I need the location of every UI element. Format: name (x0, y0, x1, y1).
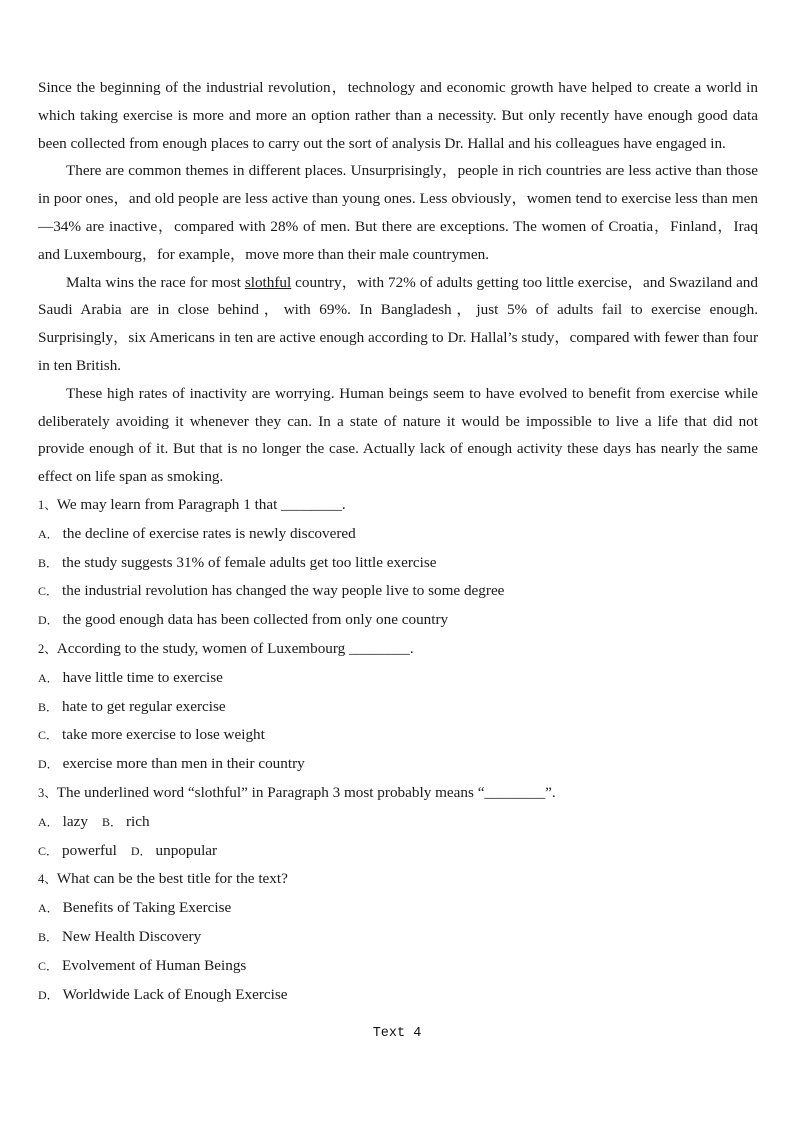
option-label: A． (38, 901, 59, 916)
options-3ab (38, 808, 758, 837)
option-label: B． (101, 814, 122, 829)
option-label: C． (38, 843, 59, 858)
option-text: Benefits of Taking Exercise (62, 899, 232, 917)
option-label: B． (38, 699, 59, 714)
option-text: the industrial revolution has changed the way people live to some degree (62, 582, 505, 600)
option-label: C． (38, 958, 59, 973)
option-label: B． (38, 555, 59, 570)
question-3 (38, 779, 758, 808)
option-text: Worldwide Lack of Enough Exercise (62, 985, 288, 1003)
option-label: D． (38, 987, 59, 1002)
question-number: 4、 (38, 872, 57, 887)
question-stem: According to the study, women of Luxembourg ________. (56, 639, 414, 657)
option-label: A． (38, 814, 59, 829)
paragraph-1: Since the beginning of the industrial revolution，technology and economic growth have helped to create a world in which taking exercise is more and more an option rather than a necessity. But only recently have enough good data been collected from enough places to carry out the sort of analysis Dr. Hallal and his colleagues have engaged in. (38, 79, 758, 152)
option-text: take more exercise to lose weight (62, 726, 265, 744)
option-4a[interactable] (38, 894, 758, 923)
option-text: the good enough data has been collected from only one country (62, 611, 449, 629)
question-stem: What can be the best title for the text? (56, 870, 288, 888)
option-text: have little time to exercise (62, 668, 223, 686)
question-number: 3、 (38, 785, 57, 800)
question-2 (38, 635, 758, 664)
option-text: rich (125, 812, 150, 830)
option-1c[interactable] (38, 577, 758, 606)
option-text: the decline of exercise rates is newly discovered (62, 524, 356, 542)
option-4d[interactable] (38, 981, 758, 1010)
option-1a[interactable] (38, 520, 758, 549)
paragraph-3 (38, 269, 758, 380)
option-3a[interactable] (38, 813, 88, 830)
option-label: A． (38, 526, 59, 541)
question-stem: The underlined word “slothful” in Paragraph 3 most probably means “________”. (56, 783, 556, 801)
option-text: the study suggests 31% of female adults get too little exercise (62, 553, 437, 571)
paragraph-3-rest: country，with 72% of adults getting too little exercise，and Swaziland and Saudi Arabia are in close behind，with 69%. In Bangladesh，just 5% of adults fail to exercise enough. Surprisingly，six Americans in ten are active enough according to Dr. Hallal’s study，compared with fewer than four in ten British. (38, 273, 758, 374)
option-label: D． (38, 757, 59, 772)
question-4 (38, 865, 758, 894)
paragraph-3-start: Malta wins the race for most (66, 273, 245, 291)
option-1b[interactable] (38, 549, 758, 578)
option-3c[interactable] (38, 842, 117, 859)
option-1d[interactable] (38, 606, 758, 635)
question-number: 1、 (38, 497, 57, 512)
paragraph-4: These high rates of inactivity are worrying. Human beings seem to have evolved to benefit from exercise while deliberately avoiding it whenever they can. In a state of nature it would be impossible to live a life that did not provide enough of it. But that is no longer the case. Actually lack of enough activity these days has nearly the same effect on life span as smoking. (38, 384, 758, 486)
option-text: Evolvement of Human Beings (62, 956, 247, 974)
option-4b[interactable] (38, 923, 758, 952)
option-text: hate to get regular exercise (62, 697, 226, 715)
option-2b[interactable] (38, 693, 758, 722)
option-2a[interactable] (38, 664, 758, 693)
option-text: unpopular (155, 841, 218, 859)
question-stem: We may learn from Paragraph 1 that ________. (56, 495, 346, 513)
option-label: D． (38, 613, 59, 628)
option-text: New Health Discovery (62, 927, 202, 945)
option-label: B． (38, 929, 59, 944)
option-3d[interactable] (131, 842, 217, 859)
option-2d[interactable] (38, 750, 758, 779)
option-text: lazy (62, 812, 88, 830)
option-label: A． (38, 670, 59, 685)
options-3cd (38, 837, 758, 866)
question-number: 2、 (38, 641, 57, 656)
option-label: C． (38, 728, 59, 743)
document-body (38, 74, 758, 1009)
option-text: exercise more than men in their country (62, 755, 305, 773)
paragraph-2: There are common themes in different places. Unsurprisingly，people in rich countries are less active than those in poor ones，and old people are less active than young ones. Less obviously，women tend to exercise less than men—34% are inactive，compared with 28% of men. But there are exceptions. The women of Croatia，Finland，Iraq and Luxembourg，for example，move more than their male countrymen. (38, 162, 758, 263)
section-footer-label: Text 4 (372, 1026, 422, 1041)
underlined-word: slothful (244, 273, 292, 291)
option-label: C． (38, 584, 59, 599)
option-4c[interactable] (38, 952, 758, 981)
option-text: powerful (62, 841, 117, 859)
option-3b[interactable] (102, 813, 150, 830)
option-label: D． (130, 843, 152, 858)
option-2c[interactable] (38, 721, 758, 750)
question-1 (38, 491, 758, 520)
